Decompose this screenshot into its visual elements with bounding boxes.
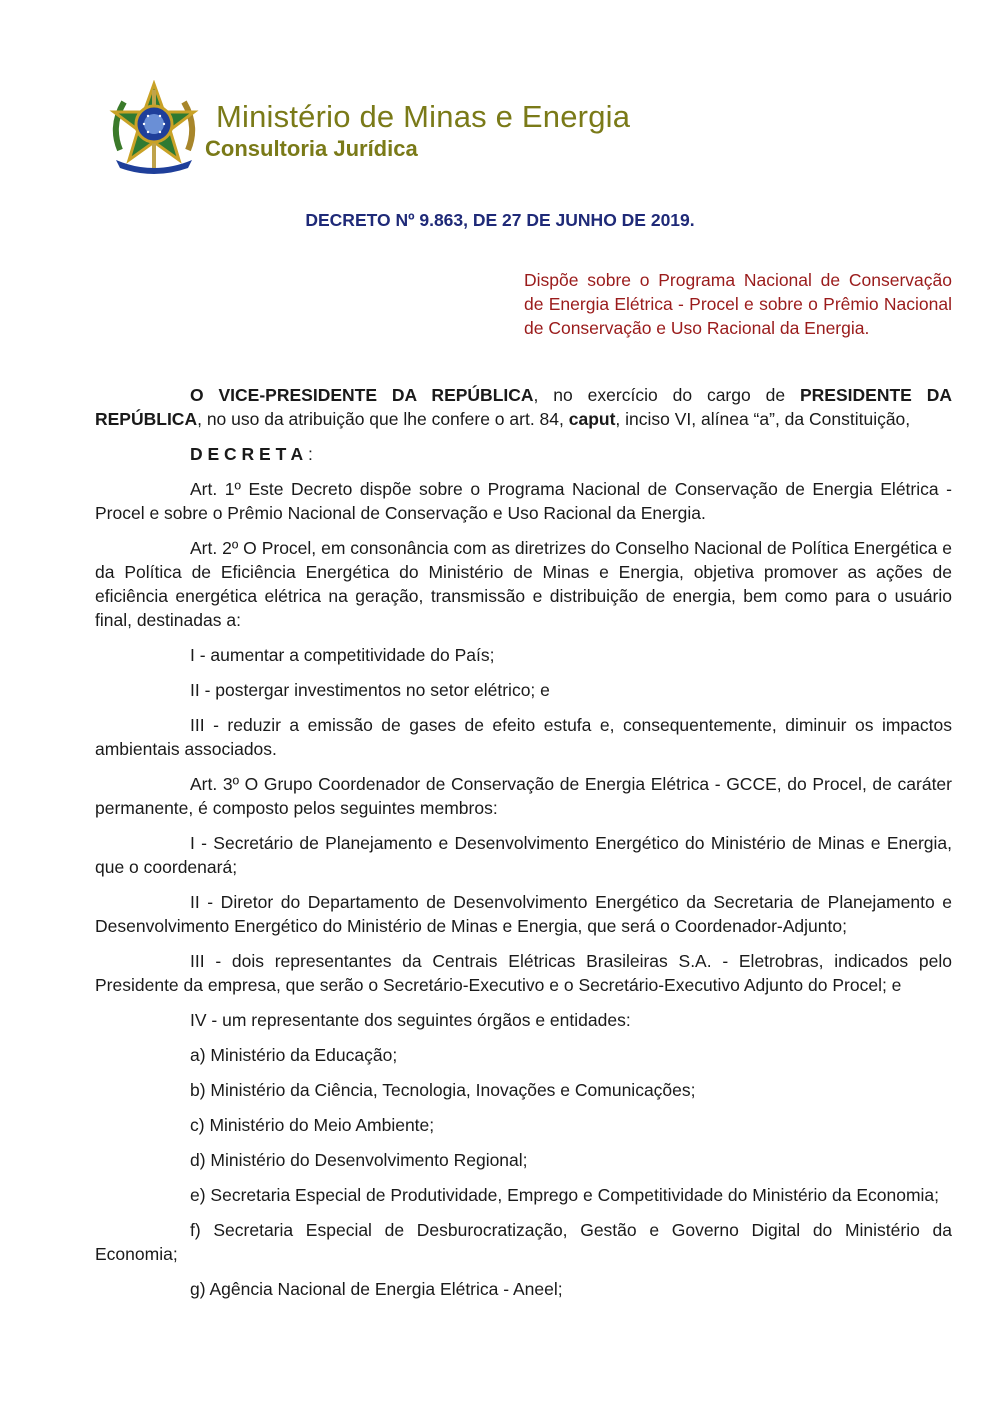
- office-name: Consultoria Jurídica: [205, 136, 418, 161]
- paragraph-item-g: g) Agência Nacional de Energia Elétrica - Aneel;: [190, 1279, 563, 1299]
- paragraph-art-3-iii: III - dois representantes da Centrais Elétricas Brasileiras S.A. - Eletrobras, indicados pelo Presidente da empresa, que serão o Secretário-Executivo e o Secretário-Executivo Adjunto do Procel; e: [95, 951, 952, 995]
- preamble-caput: caput: [568, 409, 616, 429]
- paragraph-art-3-iv: IV - um representante dos seguintes órgãos e entidades:: [190, 1010, 631, 1030]
- paragraph-art-2-ii: II - postergar investimentos no setor elétrico; e: [190, 680, 550, 700]
- preamble-part3: , inciso VI, alínea “a”, da Constituição,: [615, 409, 911, 429]
- paragraph-art-2-i: I - aumentar a competitividade do País;: [190, 645, 495, 665]
- brazil-coat-of-arms-icon: [106, 80, 202, 176]
- decreta-word: D E C R E T A: [190, 444, 304, 464]
- preamble: [95, 383, 952, 431]
- paragraph-art-3-i: I - Secretário de Planejamento e Desenvolvimento Energético do Ministério de Minas e Energia, que o coordenará;: [95, 833, 952, 877]
- paragraph-item-e: e) Secretaria Especial de Produtividade, Emprego e Competitividade do Ministério da Economia;: [190, 1185, 940, 1205]
- preamble-subject: O VICE-PRESIDENTE DA REPÚBLICA: [190, 385, 534, 405]
- paragraph-item-b: b) Ministério da Ciência, Tecnologia, Inovações e Comunicações;: [190, 1080, 696, 1100]
- decree-ementa: Dispõe sobre o Programa Nacional de Conservação de Energia Elétrica - Procel e sobre o Prêmio Nacional de Conservação e Uso Racional da Energia.: [524, 270, 952, 338]
- paragraph-item-f: f) Secretaria Especial de Desburocratização, Gestão e Governo Digital do Ministério da Economia;: [95, 1220, 952, 1264]
- paragraph-item-c: c) Ministério do Meio Ambiente;: [190, 1115, 435, 1135]
- paragraph-item-d: d) Ministério do Desenvolvimento Regional;: [190, 1150, 528, 1170]
- decree-body: [95, 383, 952, 1312]
- paragraph-art-2-iii: III - reduzir a emissão de gases de efeito estufa e, consequentemente, diminuir os impactos ambientais associados.: [95, 715, 952, 759]
- paragraph-item-a: a) Ministério da Educação;: [190, 1045, 398, 1065]
- ministry-name: Ministério de Minas e Energia: [216, 99, 631, 134]
- paragraph-art-1: Art. 1º Este Decreto dispõe sobre o Programa Nacional de Conservação de Energia Elétrica - Procel e sobre o Prêmio Nacional de Conservação e Uso Racional da Energia.: [95, 479, 952, 523]
- preamble-part2: , no uso da atribuição que lhe confere o art. 84,: [197, 409, 569, 429]
- paragraph-art-3-ii: II - Diretor do Departamento de Desenvolvimento Energético da Secretaria de Planejamento e Desenvolvimento Energético do Ministério de Minas e Energia, que será o Coordenador-Adjunto;: [95, 892, 952, 936]
- decree-title: DECRETO Nº 9.863, DE 27 DE JUNHO DE 2019.: [305, 210, 695, 230]
- preamble-office: PRESIDENTE DA REPÚBLICA: [95, 385, 953, 429]
- decreta-line: [95, 442, 952, 466]
- paragraph-art-3: Art. 3º O Grupo Coordenador de Conservação de Energia Elétrica - GCCE, do Procel, de caráter permanente, é composto pelos seguintes membros:: [95, 774, 952, 818]
- paragraph-art-2: Art. 2º O Procel, em consonância com as diretrizes do Conselho Nacional de Política Energética e da Política de Eficiência Energética do Ministério de Minas e Energia, objetiva promover as ações de eficiência energética elétrica na geração, transmissão e distribuição de energia, bem como para o usuário final, destinadas a:: [95, 538, 952, 630]
- preamble-part1: , no exercício do cargo de: [533, 385, 800, 405]
- decreta-suffix: :: [303, 444, 313, 464]
